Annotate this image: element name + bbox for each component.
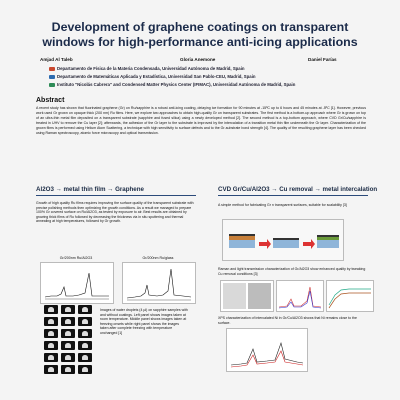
- abstract-text: A recent study has shown that fluorinated graphene (Gr) on Ru/sapphire is a robust anti-icing coating, delaying ice formation for 90 minutes at -15ºC up to 6 hours and 45 minutes at -5ºC [1]. However, previous work used Gr grown on opaque thick (200 nm) Ru films. Here, we explore two approaches to obtain high-quality Gr on transparent substrates. The first method is a bottom-up approach where Gr is grown on top of an ultra-thin metal film deposited on a transparent substrate (sapphire and fused silica) using a newly developed method [2]. The second method is a top-bottom approach, where CVD Gr/Cu/sapphire is treated in UHV to remove the Cu layer [2]; afterwards, the adhesion of the Gr layer to the substrate is improved by the intercalation of a transition metal thin film underneath the Gr layer. Characterization of the grown films is performed using Helium Atom Scattering, a technique with high sensitivity to surface defects and to the Gr-substrate bond strength [4]. The quality of the resulting graphene layer has been checked using Raman spectroscopy, atomic force microscopy and optical transmission.: [36, 106, 366, 135]
- xps-description: XPS characterization of intercalated Ni in Gr/Cu/Al2O3 shows that Ni remains close to the surface.: [218, 316, 357, 325]
- author-name: Daniel Farías: [308, 57, 337, 62]
- plot-title: Gr/200nm Ru/glass: [142, 256, 174, 260]
- process-schematic: [222, 219, 344, 261]
- author-name: Amjad Al Taleb: [40, 57, 73, 62]
- poster-title: [30, 20, 370, 50]
- institution-logo: [49, 67, 55, 71]
- water-droplet-images: [44, 305, 94, 377]
- method-description: A simple method for fabricating Gr n transparent surfaces, suitable for scalability [3]: [218, 203, 347, 207]
- title-line-2: windows for high-performance anti-icing applications: [42, 35, 358, 49]
- xps-plot: [226, 328, 308, 372]
- institution-logo: [49, 83, 55, 87]
- raman-description: Raman and light transmission characterization of Gr/Al2O3 show enhanced quality by tweaking Cu removal conditions [3]: [218, 267, 366, 276]
- plot-title: Gr/200nm Ru/Al2O3: [59, 256, 93, 260]
- left-section-heading: Al2O3 → metal thin film → Graphene: [36, 186, 144, 193]
- author-name: Gloria Anemone: [180, 57, 216, 62]
- affiliation: Departamento de Matemáticas Aplicada y Estadística, Universidad San Pablo-CEU, Madrid, Spain: [57, 74, 256, 79]
- divider: [218, 195, 368, 196]
- optical-images: [220, 280, 274, 312]
- abstract-heading: Abstract: [36, 97, 65, 104]
- raman-plot: [276, 280, 324, 312]
- divider: [36, 195, 196, 196]
- raman-plot-ru-al2o3: [40, 262, 114, 304]
- droplet-caption: Images of water droplets (4 µl) on sapphire samples with and without coatings. Left panel shows images taken at room temperature. Middle panel shows images taken at freezing onsets while right panel shows the images taken after complete freezing with temperature unchanged [1]: [100, 308, 188, 335]
- left-section-text: Growth of high quality Ru films requires improving the surface quality of the transparent substrate with precise polishing methods then optimizing the growth conditions. As a result we managed to prepare 100% Gr covered surface on Ru/Al2O3, as tested by exposure to air. Best results are obtained by growing thick films of Ru followed by decreasing the thickness via in situ sputtering and thermal annealing at high temperatures, followed by Gr growth.: [36, 201, 194, 224]
- raman-plot-ru-glass: [122, 262, 196, 304]
- right-section-heading: CVD Gr/Cu/Al2O3 → Cu removal → metal intercalation: [218, 186, 378, 193]
- affiliation: Departamento de Física de la Materia Condensada, Universidad Autónoma de Madrid, Spain: [57, 66, 245, 71]
- transmission-plot: [326, 280, 374, 312]
- institution-logo: [49, 75, 55, 79]
- affiliation: Instituto "Nicolás Cabrera" and Condensed Matter Physics Center (IFIMAC), Universidad Autónoma de Madrid, Spain: [57, 82, 296, 87]
- title-line-1: Development of graphene coatings on transparent: [51, 20, 349, 34]
